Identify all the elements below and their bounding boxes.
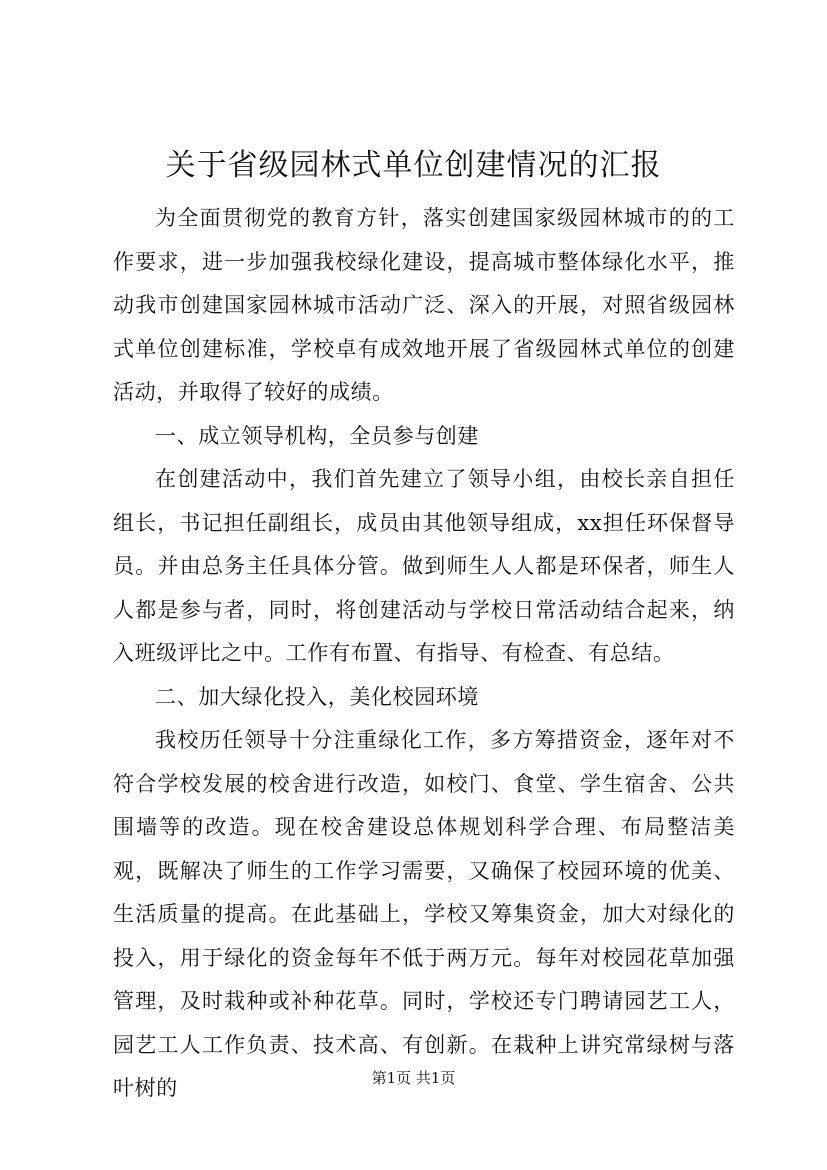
paragraph-section-1: 在创建活动中，我们首先建立了领导小组，由校长亲自担任组长，书记担任副组长，成员由其他领导组成，xx担任环保督导员。并由总务主任具体分管。做到师生人人都是环保者，师生人人都是参与者，同时，将创建活动与学校日常活动结合起来，纳入班级评比之中。工作有布置、有指导、有检查、有总结。 [113, 467, 735, 665]
document-body [113, 197, 735, 1111]
document-title: 关于省级园林式单位创建情况的汇报 [165, 148, 662, 183]
page-footer: 第1页 共1页 [371, 1069, 456, 1087]
section-heading-1: 一、成立领导机构，全员参与创建 [155, 423, 479, 448]
section-heading-2: 二、加大绿化投入，美化校园环境 [155, 684, 479, 709]
paragraph-intro: 为全面贯彻党的教育方针，落实创建国家级园林城市的的工作要求，进一步加强我校绿化建设，提高城市整体绿化水平，推动我市创建国家园林城市活动广泛、深入的开展，对照省级园林式单位创建标准，学校卓有成效地开展了省级园林式单位的创建活动，并取得了较好的成绩。 [113, 206, 735, 404]
paragraph-section-2: 我校历任领导十分注重绿化工作，多方筹措资金，逐年对不符合学校发展的校舍进行改造，如校门、食堂、学生宿舍、公共围墙等的改造。现在校舍建设总体规划科学合理、布局整洁美观，既解决了师生的工作学习需要，又确保了校园环境的优美、生活质量的提高。在此基础上，学校又筹集资金，加大对绿化的投入，用于绿化的资金每年不低于两万元。每年对校园花草加强管理，及时栽种或补种花草。同时，学校还专门聘请园艺工人，园艺工人工作负责、技术高、有创新。在栽种上讲究常绿树与落叶树的 [113, 728, 735, 1100]
